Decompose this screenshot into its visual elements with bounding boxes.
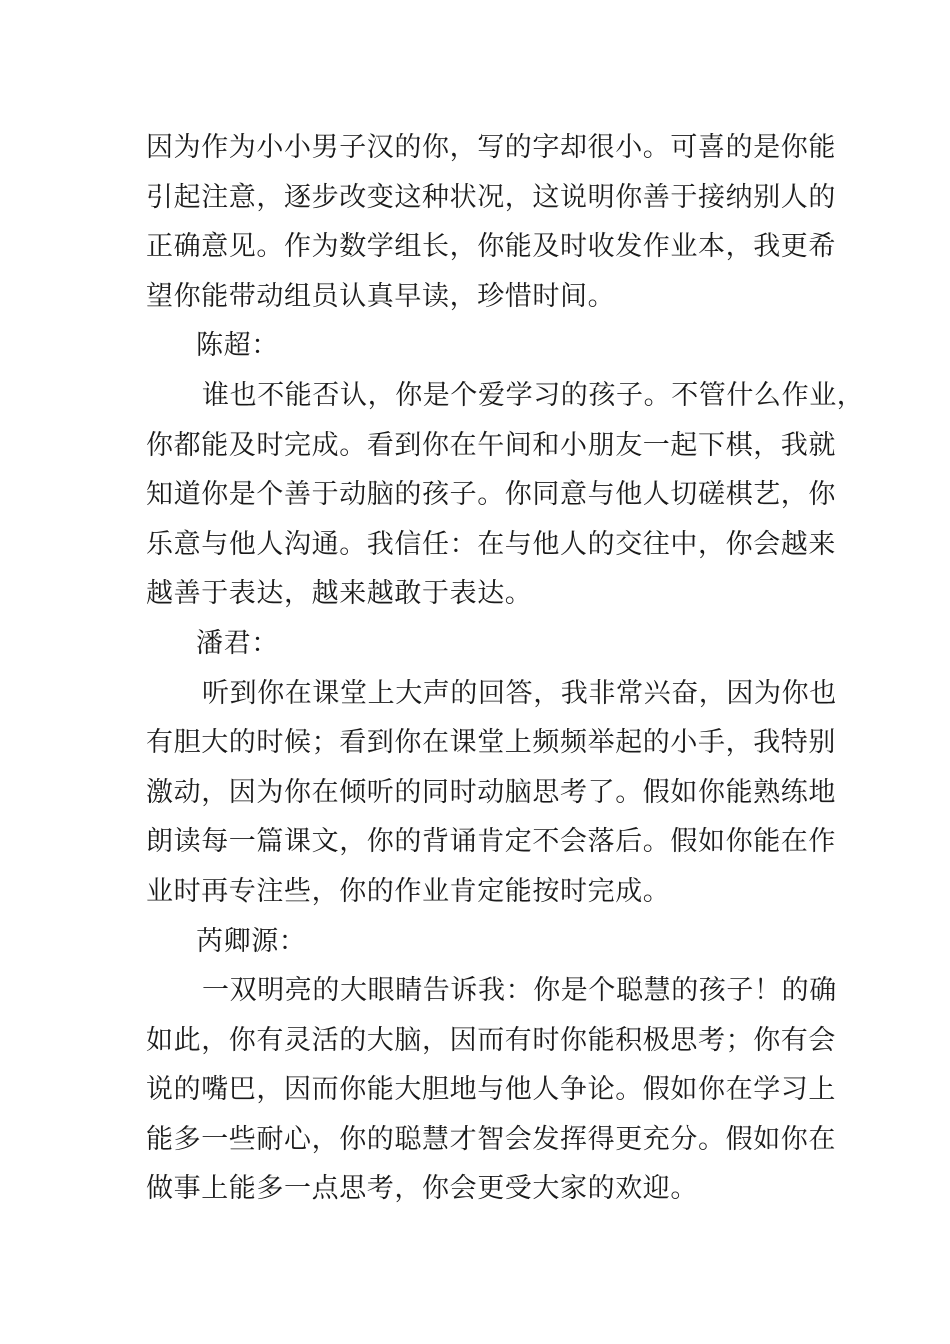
student-name-heading: 陈超：: [196, 330, 279, 362]
student-name-heading: 芮卿源：: [196, 925, 307, 957]
text-line: 朗读每一篇课文，你的背诵肯定不会落后。假如你能在作: [146, 826, 836, 858]
text-line: 谁也不能否认，你是个爱学习的孩子。不管什么作业，: [202, 379, 865, 411]
text-line: 知道你是个善于动脑的孩子。你同意与他人切磋棋艺，你: [146, 479, 836, 511]
text-line: 激动，因为你在倾听的同时动脑思考了。假如你能熟练地: [146, 776, 836, 808]
text-line: 正确意见。作为数学组长，你能及时收发作业本，我更希: [146, 231, 836, 263]
text-line: 能多一些耐心，你的聪慧才智会发挥得更充分。假如你在: [146, 1123, 836, 1155]
text-line: 因为作为小小男子汉的你，写的字却很小。可喜的是你能: [146, 132, 836, 163]
text-line: 业时再专注些，你的作业肯定能按时完成。: [146, 875, 671, 907]
text-line: 如此，你有灵活的大脑，因而有时你能积极思考；你有会: [146, 1024, 836, 1056]
text-line: 越善于表达，越来越敢于表达。: [146, 578, 533, 610]
text-line: 有胆大的时候；看到你在课堂上频频举起的小手，我特别: [146, 727, 836, 759]
comment-paragraph: [146, 371, 865, 619]
text-line: 望你能带动组员认真早读，珍惜时间。: [146, 280, 616, 312]
text-line: 做事上能多一点思考，你会更受大家的欢迎。: [146, 1173, 698, 1205]
comment-paragraph: [146, 669, 837, 917]
text-line: 你都能及时完成。看到你在午间和小朋友一起下棋，我就: [146, 429, 836, 461]
text-line: 引起注意，逐步改变这种状况，这说明你善于接纳别人的: [146, 181, 836, 213]
paragraph-intro: [146, 123, 836, 321]
text-line: 乐意与他人沟通。我信任：在与他人的交往中，你会越来: [146, 528, 836, 560]
text-line: 说的嘴巴，因而你能大胆地与他人争论。假如你在学习上: [146, 1074, 836, 1106]
text-line: 听到你在课堂上大声的回答，我非常兴奋，因为你也: [202, 677, 837, 709]
text-line: 一双明亮的大眼睛告诉我：你是个聪慧的孩子！的确: [202, 975, 837, 1007]
document-body: [146, 123, 865, 1214]
student-name-heading: 潘君：: [196, 627, 279, 659]
comment-paragraph: [146, 966, 837, 1214]
